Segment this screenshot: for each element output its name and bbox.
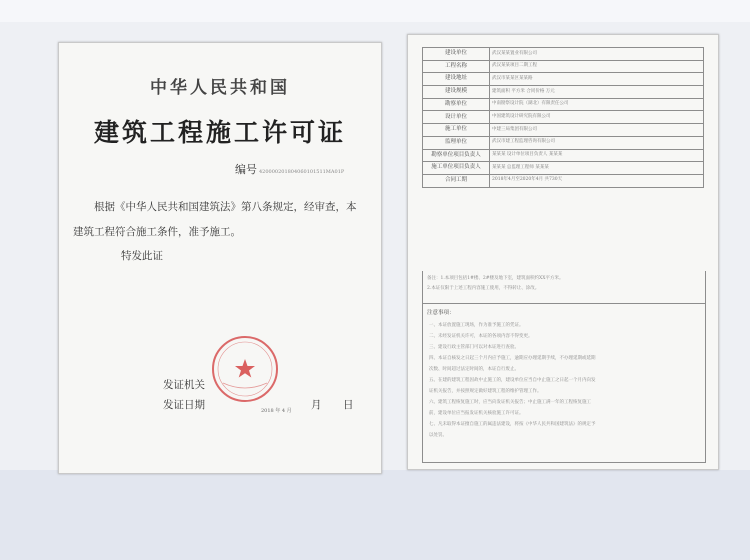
info-row-value: 某某某 总监理工程师 某某某	[490, 162, 704, 175]
note-line: 一、本证放置施工现场，作为准予施工的凭证。	[429, 323, 524, 328]
month-char: 月	[311, 399, 322, 411]
note-line: 证机关报告，并按照规定做好建筑工程的维护管理工作。	[429, 389, 542, 394]
remark-top-line: 备注：1.本项目包括1#楼、2#楼及地下室，建筑面积约XX平方米。	[427, 276, 564, 281]
issue-date-label: 发证日期	[163, 399, 205, 411]
note-line: 次数、时间超过法定时间的，本证自行废止。	[429, 367, 519, 372]
info-row	[423, 98, 704, 111]
info-row-value: 2018年4月至2020年4月 共730天	[490, 174, 704, 187]
note-line: 二、未经发证机关许可，本证的各项内容不得变更。	[429, 334, 533, 339]
info-row-label: 设计单位	[423, 111, 490, 124]
certify-text: 特发此证	[121, 250, 163, 262]
permit-detail-page	[407, 34, 719, 470]
notes-box	[422, 303, 706, 463]
permit-number-label: 编号	[235, 163, 257, 176]
info-row-label: 施工单位	[423, 124, 490, 137]
note-line: 三、建设行政主管部门可以对本证进行查验。	[429, 345, 519, 350]
info-row-value: 中国建筑设计研究院有限公司	[490, 111, 704, 124]
info-row	[423, 174, 704, 187]
info-row-label: 工程名称	[423, 60, 490, 73]
info-row-label: 监理单位	[423, 136, 490, 149]
remarks-top-box	[422, 271, 706, 304]
info-row-value: 武汉某某项目二期工程	[490, 60, 704, 73]
info-row	[423, 162, 704, 175]
info-row	[423, 136, 704, 149]
info-row	[423, 60, 704, 73]
issuer-label: 发证机关	[163, 379, 205, 391]
permit-body-text: 根据《中华人民共和国建筑法》第八条规定，经审查，本建筑工程符合施工条件，准予施工。	[73, 201, 357, 238]
background-top	[0, 0, 750, 22]
info-row-label: 勘察单位项目负责人	[423, 149, 490, 162]
note-line: 以处罚。	[429, 433, 447, 438]
info-row-value: 建筑面积 平方米 合同价格 万元	[490, 86, 704, 99]
info-row-label: 建设单位	[423, 48, 490, 61]
info-row	[423, 149, 704, 162]
info-row-label: 建设地址	[423, 73, 490, 86]
permit-title: 建筑工程施工许可证	[93, 118, 346, 147]
info-row	[423, 86, 704, 99]
note-line: 前，建设单位应当报发证机关核验施工许可证。	[429, 411, 524, 416]
day-char: 日	[343, 399, 354, 411]
info-row-value: 武汉市建工程监理咨询有限公司	[490, 136, 704, 149]
note-line: 七、凡未取得本证擅自施工的属违法建设，将按《中华人民共和国建筑法》的规定予	[429, 422, 596, 427]
info-row	[423, 73, 704, 86]
info-row	[423, 124, 704, 137]
remark-top-line: 2.本证仅限于上述工程内容施工使用，不得转让、涂改。	[427, 286, 540, 291]
country-heading: 中华人民共和国	[150, 78, 290, 98]
official-seal	[209, 333, 281, 405]
note-line: 六、建筑工程恢复施工时，应当向发证机关报告；中止施工满一年的工程恢复施工	[429, 400, 591, 405]
permit-front-page	[58, 42, 382, 474]
info-row-value: 武汉某某置业有限公司	[490, 48, 704, 61]
info-row	[423, 111, 704, 124]
info-row-label: 建设规模	[423, 86, 490, 99]
issue-year-month: 2018 年 4 月	[261, 408, 292, 414]
project-info-table	[422, 47, 704, 188]
note-line: 五、在建的建筑工程因故中止施工的，建设单位应当自中止施工之日起一个月内向发	[429, 378, 596, 383]
background-bottom	[0, 470, 750, 560]
issue-date-row	[163, 397, 354, 414]
info-row-value: 武汉市某某区某某路	[490, 73, 704, 86]
info-row-value: 中建三局集团有限公司	[490, 124, 704, 137]
info-row-label: 合同工期	[423, 174, 490, 187]
info-row-label: 勘察单位	[423, 98, 490, 111]
permit-number-value: 420000201804060101511MA01P	[259, 169, 345, 175]
permit-number-row	[235, 161, 344, 177]
info-row-value: 某某某 设计单位项目负责人 某某某	[490, 149, 704, 162]
notes-title: 注意事项：	[427, 310, 455, 316]
info-row	[423, 48, 704, 61]
info-row-label: 施工单位项目负责人	[423, 162, 490, 175]
info-row-value: 中南勘察设计院（湖北）有限责任公司	[490, 98, 704, 111]
note-line: 四、本证自核发之日起三个月内应予施工，逾期应办理延期手续，不办理延期或延期	[429, 356, 596, 361]
